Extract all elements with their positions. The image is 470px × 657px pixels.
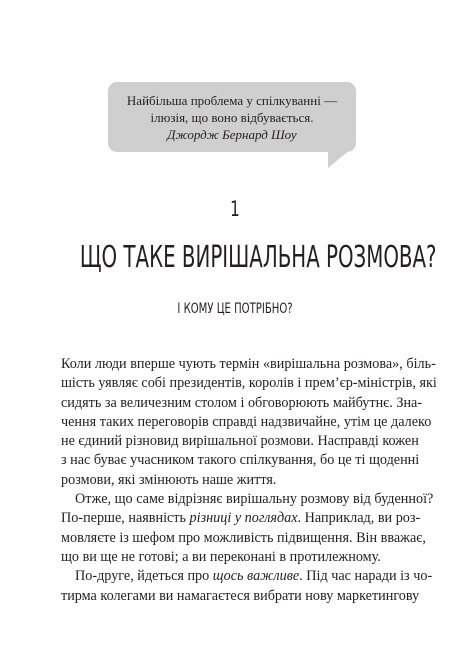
paragraph-1-line-4: чення таких переговорів справді надзвичайне, утім це далеко [61,413,432,430]
paragraph-2-emphasis: різниці у поглядах [189,510,298,527]
paragraph-1-line-1: Коли люди вперше чують термін «вирішальна розмова», біль- [61,356,436,372]
paragraph-3-emphasis: щось важливе [212,568,300,585]
body-text [61,355,437,606]
chapter-number: 1 [230,197,240,221]
epigraph-quote-line-2: ілюзія, що воно відбувається. [150,110,314,125]
paragraph-1-line-3: сидять за величезним столом і обговорюють майбутнє. Зна- [61,394,423,411]
chapter-title: ЩО ТАКЕ ВИРІШАЛЬНА РОЗМОВА? [79,240,437,275]
paragraph-3-line-1-pre: По-друге, йдеться про [75,568,213,585]
paragraph-2-line-1: Отже, що саме відрізняє вирішальну розмову від буденної? [75,491,434,508]
paragraph-3-line-2: тирма колегами ви намагаєтеся вибрати нову маркетингову [61,587,420,604]
epigraph-author: Джордж Бернард Шоу [167,127,297,142]
chapter-subtitle: І КОМУ ЦЕ ПОТРІБНО? [177,301,293,317]
paragraph-1-line-7: розмови, які змінюють наше життя. [61,471,277,488]
paragraph-1-line-2: шість уявляє собі президентів, королів і прем’єр-міністрів, які [61,375,437,392]
paragraph-3-line-1-post: . Під час наради із чо- [299,568,433,585]
paragraph-2-line-2 [61,509,421,528]
paragraph-1-line-6: з нас буває учасником такого спілкування, бо це ті щоденні [61,452,420,469]
paragraph-2-line-2-post: . Наприклад, ви роз- [297,510,421,527]
paragraph-3-line-1 [61,567,433,586]
epigraph-bubble-tail [328,150,350,168]
epigraph-quote-line-1: Найбільша проблема у спілкуванні — [126,93,338,108]
epigraph [108,92,356,143]
paragraph-2-line-3: мовляєте із шефом про можливість підвищення. Він вважає, [61,529,426,546]
paragraph-2-line-4: що ви ще не готові; а ви переконані в протилежному. [61,548,381,565]
paragraph-1-line-5: не єдиний різновид вирішальної розмови. Насправді кожен [61,433,419,450]
paragraph-2-line-2-pre: По-перше, наявність [61,510,190,527]
